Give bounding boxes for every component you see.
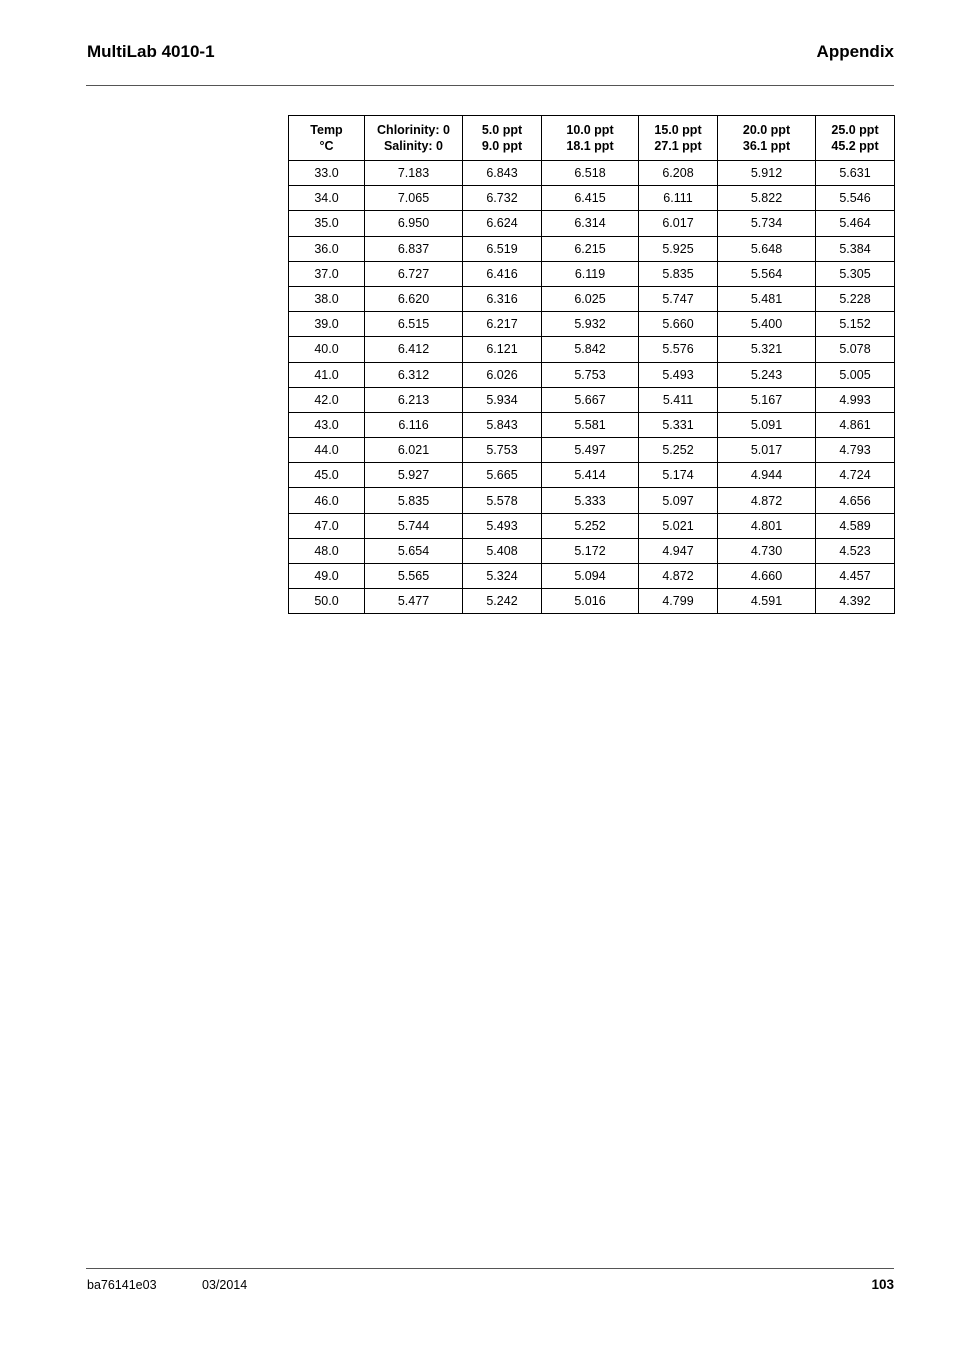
- table-row: [289, 564, 895, 589]
- value-cell: 5.408: [463, 538, 542, 563]
- value-cell: 5.017: [718, 438, 816, 463]
- value-cell: 5.667: [542, 387, 639, 412]
- table-row: [289, 412, 895, 437]
- value-cell: 5.842: [542, 337, 639, 362]
- value-cell: 5.021: [639, 513, 718, 538]
- value-cell: 5.925: [639, 236, 718, 261]
- value-cell: 5.493: [639, 362, 718, 387]
- value-cell: 6.116: [365, 412, 463, 437]
- value-cell: 5.414: [542, 463, 639, 488]
- value-cell: 4.660: [718, 564, 816, 589]
- temperature-cell: 46.0: [289, 488, 365, 513]
- value-cell: 5.331: [639, 412, 718, 437]
- value-cell: 5.835: [639, 261, 718, 286]
- value-cell: 5.243: [718, 362, 816, 387]
- header-divider: [86, 85, 894, 86]
- table-body: [289, 161, 895, 614]
- value-cell: 4.993: [816, 387, 895, 412]
- table-row: [289, 337, 895, 362]
- value-cell: 4.799: [639, 589, 718, 614]
- value-cell: 6.217: [463, 312, 542, 337]
- value-cell: 5.912: [718, 161, 816, 186]
- header-product-name: MultiLab 4010-1: [87, 42, 215, 61]
- value-cell: 6.121: [463, 337, 542, 362]
- temperature-cell: 40.0: [289, 337, 365, 362]
- value-cell: 5.753: [542, 362, 639, 387]
- temperature-cell: 49.0: [289, 564, 365, 589]
- value-cell: 7.065: [365, 186, 463, 211]
- value-cell: 5.252: [639, 438, 718, 463]
- value-cell: 5.631: [816, 161, 895, 186]
- value-cell: 5.934: [463, 387, 542, 412]
- table-row: [289, 312, 895, 337]
- value-cell: 6.213: [365, 387, 463, 412]
- value-cell: 4.457: [816, 564, 895, 589]
- value-cell: 5.822: [718, 186, 816, 211]
- footer-date: 03/2014: [202, 1278, 248, 1292]
- value-cell: 5.228: [816, 286, 895, 311]
- temperature-cell: 43.0: [289, 412, 365, 437]
- value-cell: 6.208: [639, 161, 718, 186]
- value-cell: 5.477: [365, 589, 463, 614]
- temperature-cell: 47.0: [289, 513, 365, 538]
- column-header: 25.0 ppt 45.2 ppt: [816, 116, 895, 161]
- value-cell: 5.747: [639, 286, 718, 311]
- value-cell: 5.578: [463, 488, 542, 513]
- table-row: [289, 589, 895, 614]
- value-cell: 5.546: [816, 186, 895, 211]
- temperature-cell: 42.0: [289, 387, 365, 412]
- value-cell: 5.167: [718, 387, 816, 412]
- table-row: [289, 286, 895, 311]
- table-row: [289, 438, 895, 463]
- value-cell: 5.384: [816, 236, 895, 261]
- value-cell: 4.724: [816, 463, 895, 488]
- value-cell: 5.400: [718, 312, 816, 337]
- value-cell: 5.305: [816, 261, 895, 286]
- temperature-cell: 44.0: [289, 438, 365, 463]
- value-cell: 6.843: [463, 161, 542, 186]
- temperature-cell: 33.0: [289, 161, 365, 186]
- value-cell: 6.312: [365, 362, 463, 387]
- value-cell: 5.174: [639, 463, 718, 488]
- temperature-cell: 48.0: [289, 538, 365, 563]
- column-header: Chlorinity: 0 Salinity: 0: [365, 116, 463, 161]
- value-cell: 6.519: [463, 236, 542, 261]
- value-cell: 5.481: [718, 286, 816, 311]
- table-row: [289, 211, 895, 236]
- value-cell: 6.727: [365, 261, 463, 286]
- value-cell: 6.732: [463, 186, 542, 211]
- header-section-title: Appendix: [816, 42, 894, 61]
- value-cell: 5.252: [542, 513, 639, 538]
- table-row: [289, 488, 895, 513]
- value-cell: 6.316: [463, 286, 542, 311]
- value-cell: 5.242: [463, 589, 542, 614]
- value-cell: 5.324: [463, 564, 542, 589]
- value-cell: 5.152: [816, 312, 895, 337]
- value-cell: 4.589: [816, 513, 895, 538]
- value-cell: 5.932: [542, 312, 639, 337]
- value-cell: 5.648: [718, 236, 816, 261]
- value-cell: 6.415: [542, 186, 639, 211]
- value-cell: 5.564: [718, 261, 816, 286]
- value-cell: 4.947: [639, 538, 718, 563]
- temperature-cell: 38.0: [289, 286, 365, 311]
- value-cell: 5.464: [816, 211, 895, 236]
- table-header-row: [289, 116, 895, 161]
- value-cell: 4.801: [718, 513, 816, 538]
- value-cell: 5.091: [718, 412, 816, 437]
- value-cell: 4.591: [718, 589, 816, 614]
- table-row: [289, 236, 895, 261]
- value-cell: 6.025: [542, 286, 639, 311]
- value-cell: 4.944: [718, 463, 816, 488]
- table-row: [289, 261, 895, 286]
- footer-document-code: ba76141e03: [87, 1278, 157, 1292]
- value-cell: 5.753: [463, 438, 542, 463]
- value-cell: 5.835: [365, 488, 463, 513]
- value-cell: 5.333: [542, 488, 639, 513]
- value-cell: 6.837: [365, 236, 463, 261]
- value-cell: 4.793: [816, 438, 895, 463]
- value-cell: 5.321: [718, 337, 816, 362]
- temperature-cell: 34.0: [289, 186, 365, 211]
- value-cell: 5.660: [639, 312, 718, 337]
- temperature-cell: 50.0: [289, 589, 365, 614]
- value-cell: 4.730: [718, 538, 816, 563]
- value-cell: 6.416: [463, 261, 542, 286]
- temperature-cell: 41.0: [289, 362, 365, 387]
- value-cell: 6.624: [463, 211, 542, 236]
- column-header: Temp °C: [289, 116, 365, 161]
- value-cell: 5.665: [463, 463, 542, 488]
- value-cell: 6.620: [365, 286, 463, 311]
- page-number: 103: [871, 1277, 894, 1292]
- value-cell: 5.172: [542, 538, 639, 563]
- value-cell: 5.581: [542, 412, 639, 437]
- temperature-cell: 39.0: [289, 312, 365, 337]
- value-cell: 6.111: [639, 186, 718, 211]
- table-row: [289, 362, 895, 387]
- value-cell: 6.950: [365, 211, 463, 236]
- value-cell: 5.005: [816, 362, 895, 387]
- value-cell: 4.656: [816, 488, 895, 513]
- value-cell: 5.411: [639, 387, 718, 412]
- value-cell: 5.576: [639, 337, 718, 362]
- temperature-cell: 36.0: [289, 236, 365, 261]
- temperature-cell: 37.0: [289, 261, 365, 286]
- value-cell: 5.078: [816, 337, 895, 362]
- value-cell: 6.119: [542, 261, 639, 286]
- oxygen-solubility-table: [288, 115, 895, 614]
- value-cell: 4.861: [816, 412, 895, 437]
- value-cell: 6.515: [365, 312, 463, 337]
- column-header: 20.0 ppt 36.1 ppt: [718, 116, 816, 161]
- value-cell: 5.016: [542, 589, 639, 614]
- value-cell: 4.872: [718, 488, 816, 513]
- column-header: 5.0 ppt 9.0 ppt: [463, 116, 542, 161]
- value-cell: 6.026: [463, 362, 542, 387]
- temperature-cell: 45.0: [289, 463, 365, 488]
- value-cell: 6.412: [365, 337, 463, 362]
- value-cell: 6.518: [542, 161, 639, 186]
- temperature-cell: 35.0: [289, 211, 365, 236]
- value-cell: 5.493: [463, 513, 542, 538]
- table-row: [289, 161, 895, 186]
- value-cell: 6.021: [365, 438, 463, 463]
- value-cell: 5.654: [365, 538, 463, 563]
- value-cell: 5.097: [639, 488, 718, 513]
- value-cell: 6.017: [639, 211, 718, 236]
- value-cell: 5.927: [365, 463, 463, 488]
- column-header: 10.0 ppt 18.1 ppt: [542, 116, 639, 161]
- table-row: [289, 538, 895, 563]
- value-cell: 5.565: [365, 564, 463, 589]
- value-cell: 4.872: [639, 564, 718, 589]
- value-cell: 4.523: [816, 538, 895, 563]
- value-cell: 5.843: [463, 412, 542, 437]
- value-cell: 6.314: [542, 211, 639, 236]
- value-cell: 5.497: [542, 438, 639, 463]
- table-row: [289, 186, 895, 211]
- value-cell: 5.094: [542, 564, 639, 589]
- value-cell: 5.744: [365, 513, 463, 538]
- value-cell: 7.183: [365, 161, 463, 186]
- value-cell: 5.734: [718, 211, 816, 236]
- table-row: [289, 387, 895, 412]
- value-cell: 4.392: [816, 589, 895, 614]
- footer-divider: [86, 1268, 894, 1269]
- value-cell: 6.215: [542, 236, 639, 261]
- table-row: [289, 463, 895, 488]
- column-header: 15.0 ppt 27.1 ppt: [639, 116, 718, 161]
- table-row: [289, 513, 895, 538]
